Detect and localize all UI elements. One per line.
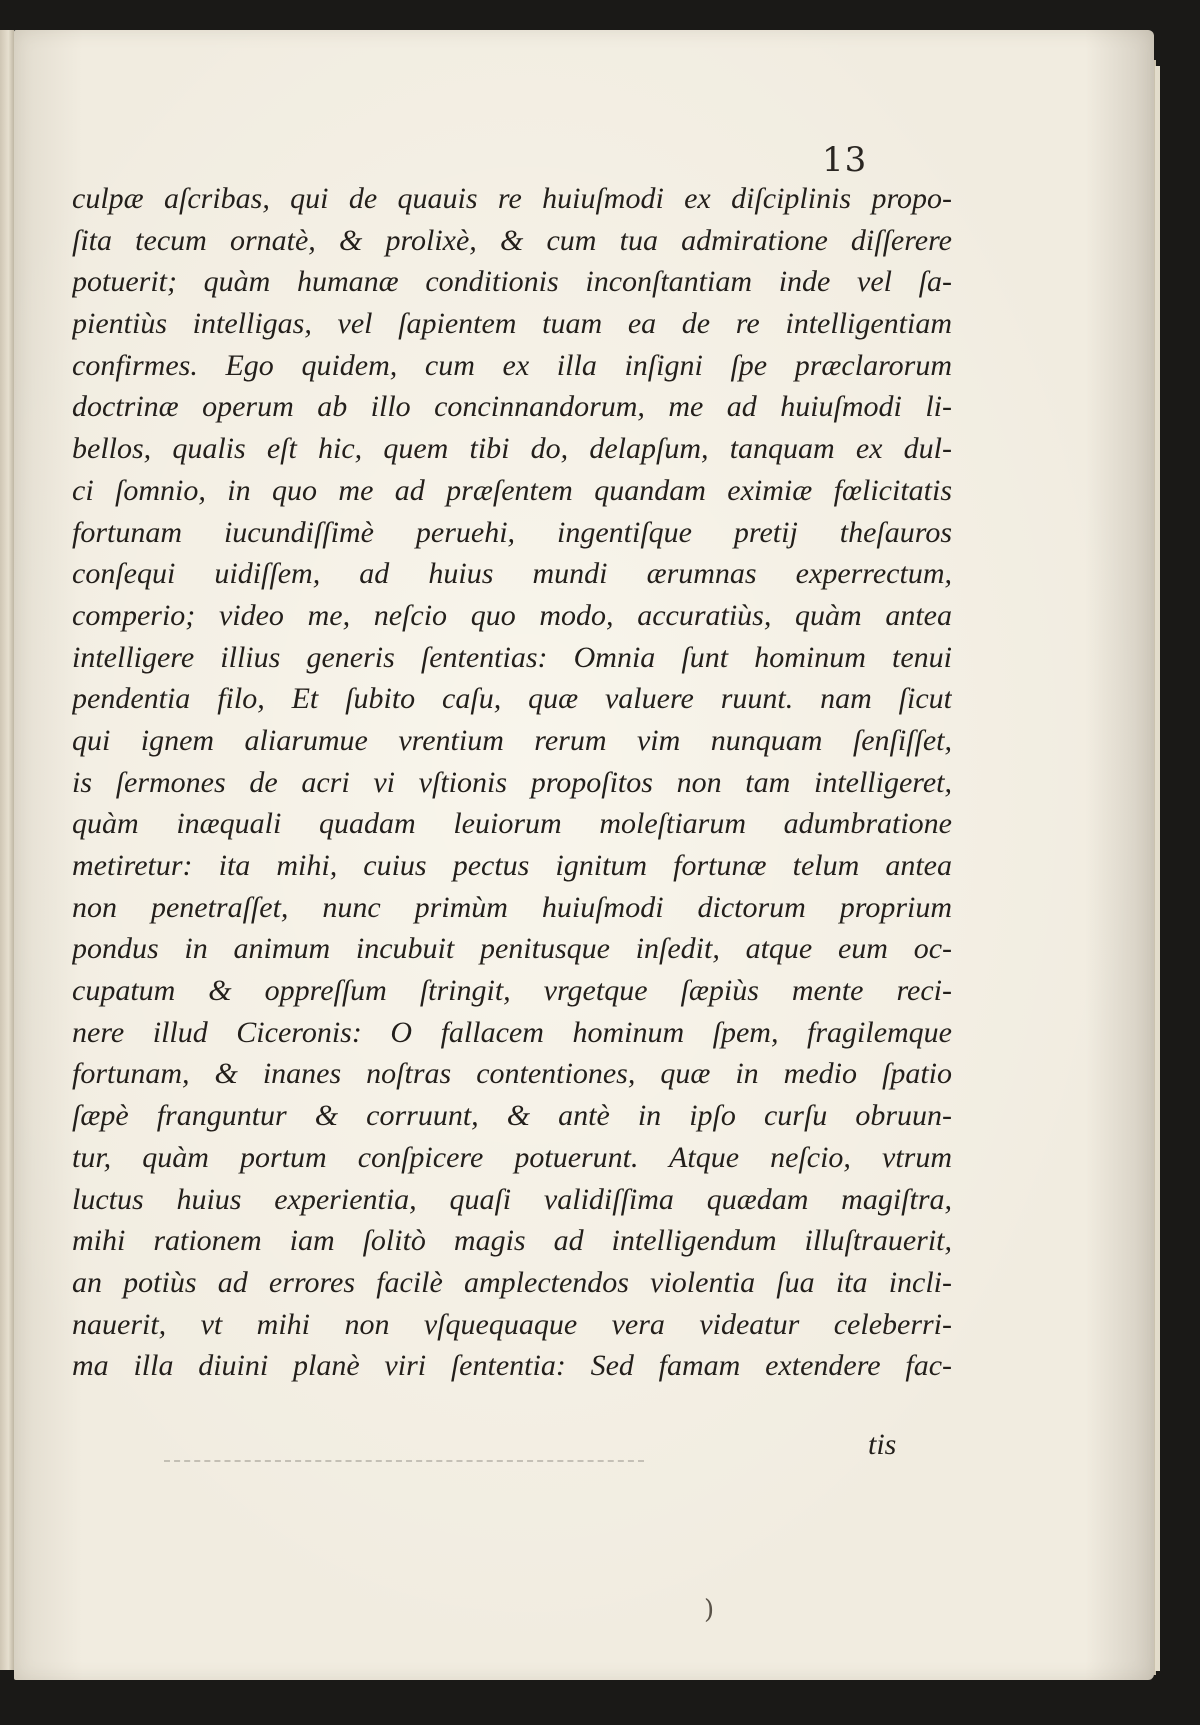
text-line: culpæ aſcribas, qui de quauis re huiuſmodi ex diſciplinis propo- [72,182,952,215]
body-text [72,178,952,1387]
bottom-mark: ) [704,1595,715,1625]
text-line: doctrinæ operum ab illo concinnandorum, me ad huiuſmodi li- [72,390,952,424]
text-line: fortunam, & inanes noſtras contentiones, quæ in medio ſpatio [72,1057,952,1091]
text-line: cupatum & oppreſſum ſtringit, vrgetque ſæpiùs mente reci- [72,974,952,1008]
text-line: an potiùs ad errores facilè amplectendos violentia ſua ita incli- [72,1265,952,1299]
text-line: ma illa diuini planè viri ſententia: Sed famam extendere fac- [72,1349,952,1383]
facing-page-edge [0,30,14,1670]
page-edge-highlight [1155,66,1160,1671]
text-line: comperio; video me, neſcio quo modo, accuratiùs, quàm antea [72,598,952,632]
text-line: intelligere illius generis ſententias: Omnia ſunt hominum tenui [72,640,952,674]
text-line: nere illud Ciceronis: O fallacem hominum ſpem, fragilemque [72,1015,952,1049]
page-number: 13 [822,140,868,180]
text-line: pientiùs intelligas, vel ſapientem tuam ea de re intelligentiam [72,307,952,341]
text-line: ci ſomnio, in quo me ad præſentem quandam eximiæ fœlicitatis [72,473,952,507]
text-line: pondus in animum incubuit penitusque inſedit, atque eum oc- [72,932,952,966]
text-line: confirmes. Ego quidem, cum ex illa inſigni ſpe præclarorum [72,348,952,382]
catchword: tis [868,1428,897,1461]
text-line: ſæpè franguntur & corruunt, & antè in ipſo curſu obruun- [72,1099,952,1133]
text-line: nauerit, vt mihi non vſquequaque vera videatur celeberri- [72,1307,952,1341]
text-line: mihi rationem iam ſolitò magis ad intelligendum illuſtrauerit, [72,1224,952,1258]
text-line: fortunam iucundiſſimè peruehi, ingentiſque pretij theſauros [72,515,952,549]
text-line: qui ignem aliarumue vrentium rerum vim nunquam ſenſiſſet, [72,723,952,757]
text-line: bellos, qualis eſt hic, quem tibi do, delapſum, tanquam ex dul- [72,432,952,466]
text-line: is ſermones de acri vi vſtionis propoſitos non tam intelligeret, [72,765,952,799]
text-line: pendentia filo, Et ſubito caſu, quæ valuere ruunt. nam ſicut [72,682,952,716]
faint-rule [164,1460,644,1462]
text-line: quàm inæquali quadam leuiorum moleſtiarum adumbratione [72,807,952,841]
text-line: conſequi uidiſſem, ad huius mundi ærumnas experrectum, [72,557,952,591]
text-line: ſita tecum ornatè, & prolixè, & cum tua admiratione diſſerere [72,223,952,257]
text-line: luctus huius experientia, quaſi validiſſima quædam magiſtra, [72,1182,952,1216]
book-page [14,30,1154,1680]
text-line: non penetraſſet, nunc primùm huiuſmodi dictorum proprium [72,890,952,924]
text-line: potuerit; quàm humanæ conditionis inconſtantiam inde vel ſa- [72,265,952,299]
text-line: tur, quàm portum conſpicere potuerunt. Atque neſcio, vtrum [72,1140,952,1174]
text-line: metiretur: ita mihi, cuius pectus ignitum fortunæ telum antea [72,849,952,882]
